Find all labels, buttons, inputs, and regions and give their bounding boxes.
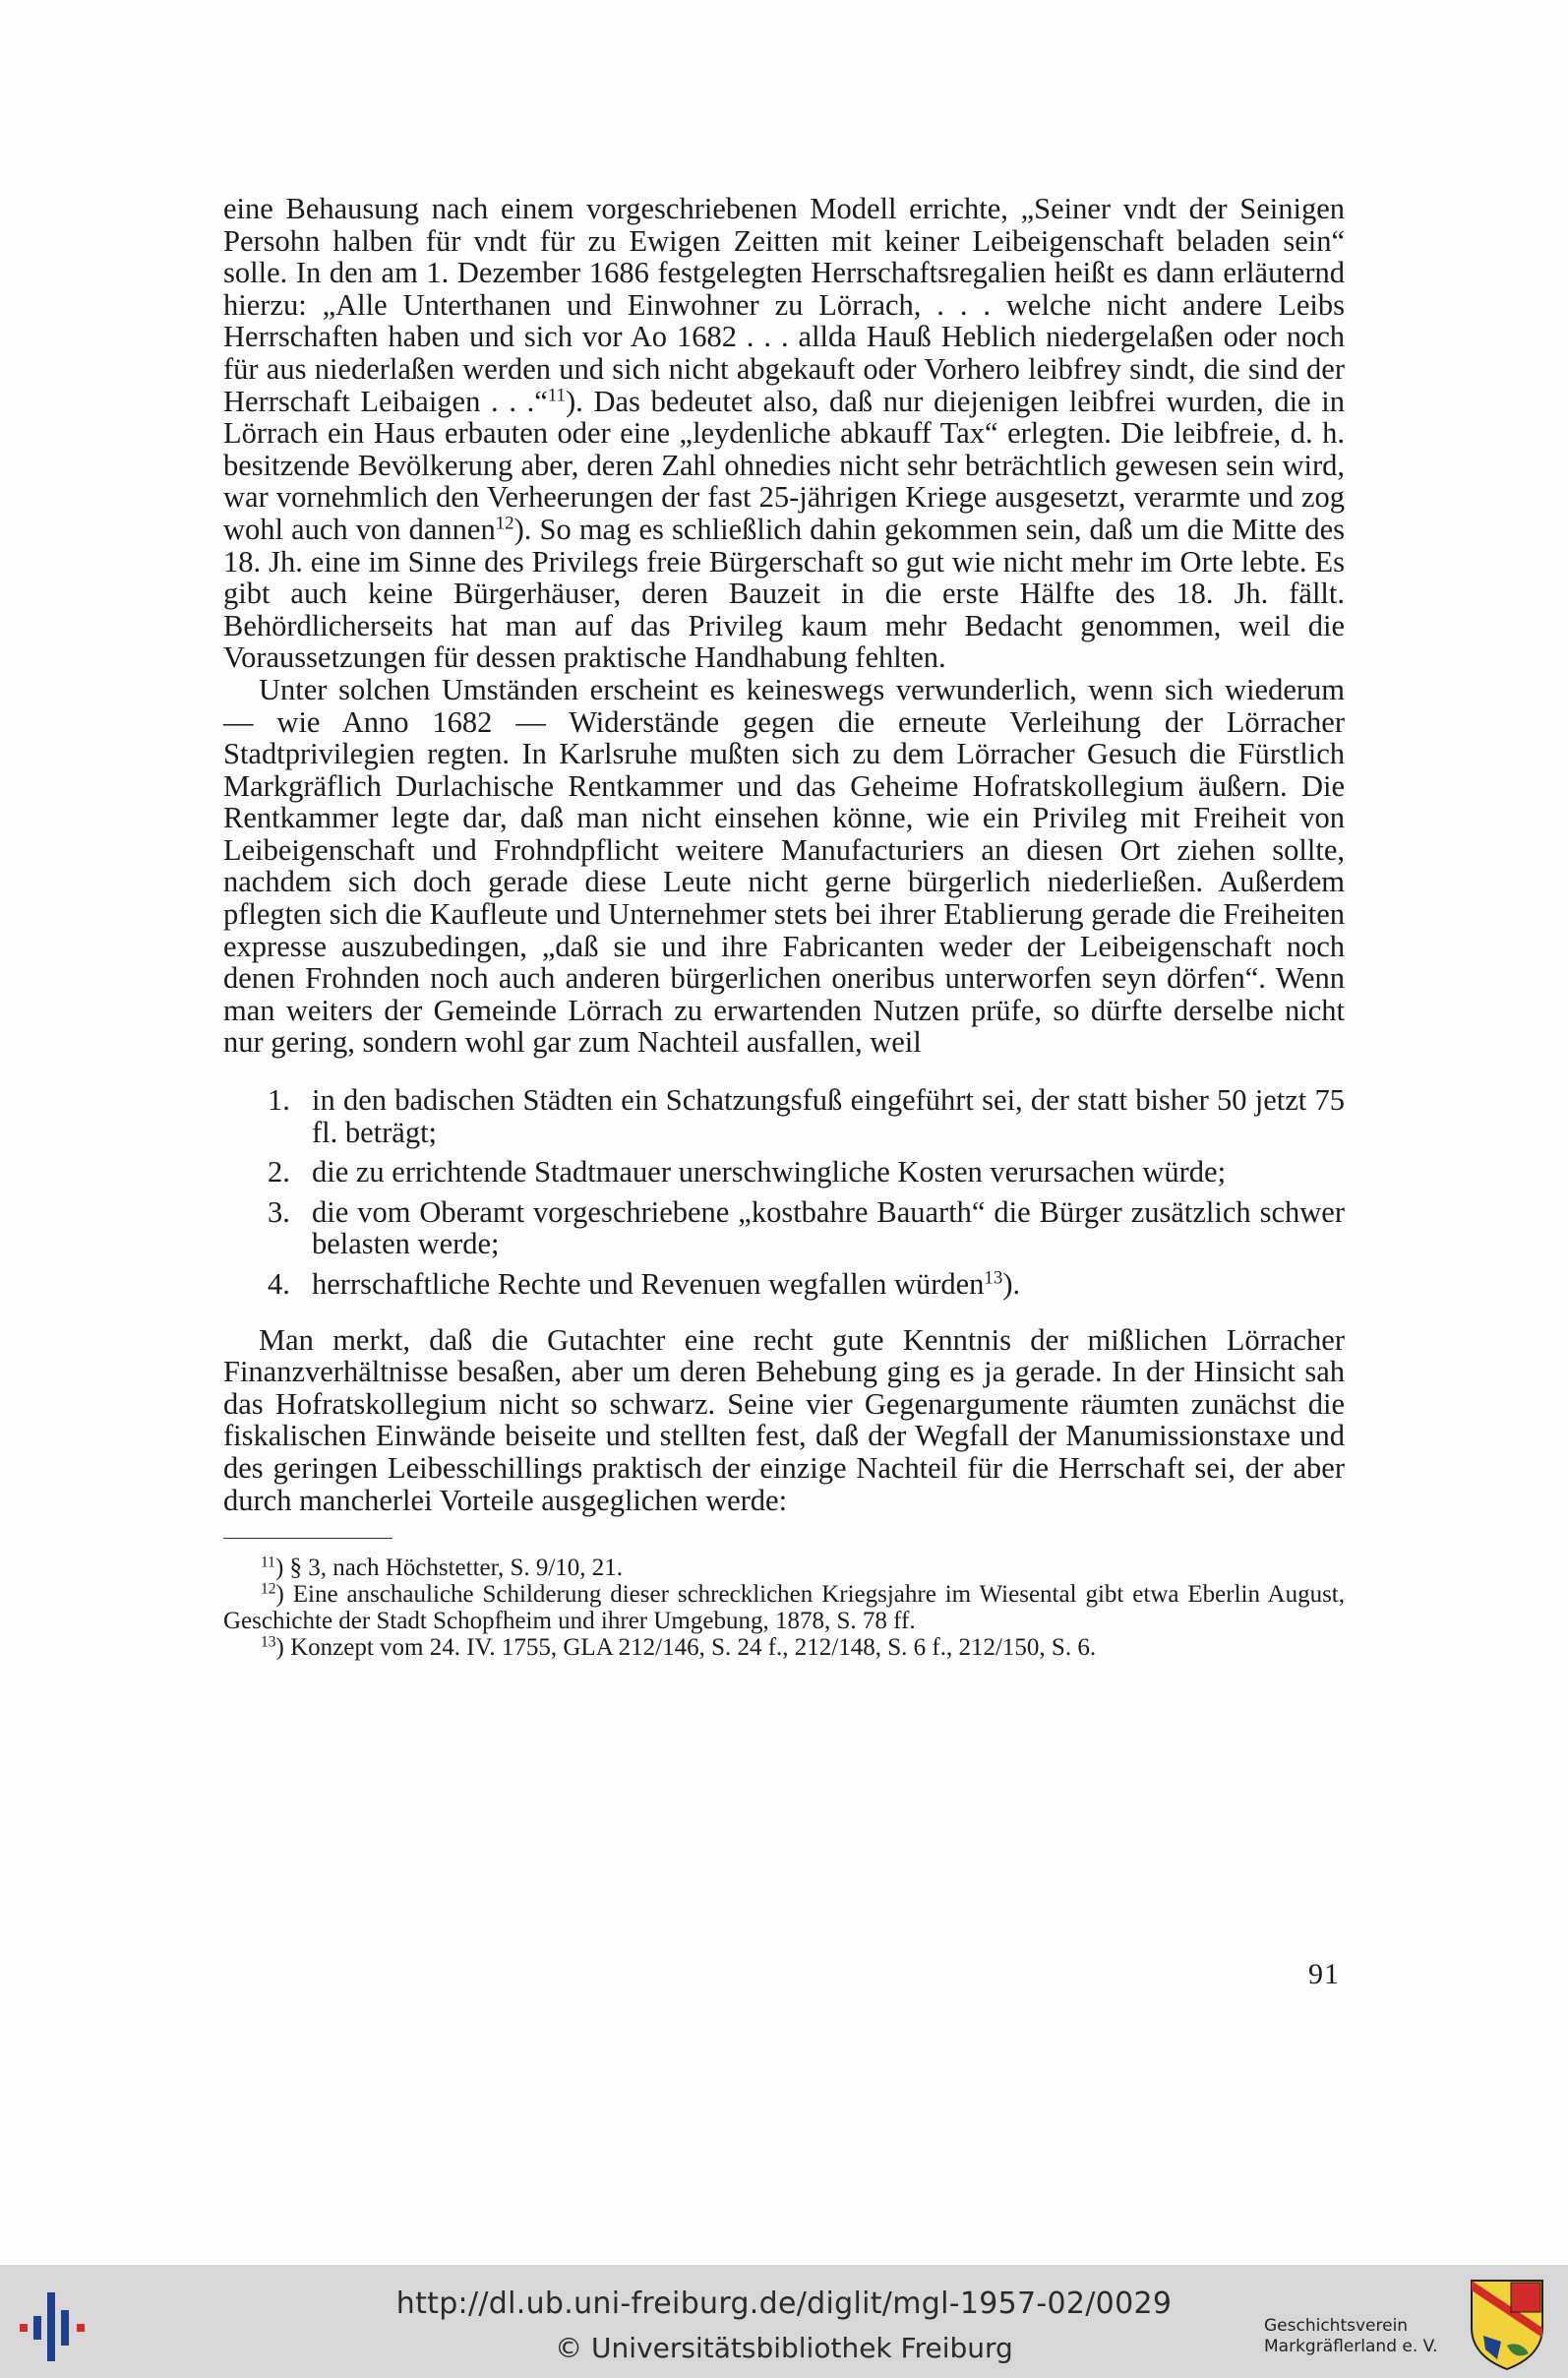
list-text-end: ).: [1002, 1267, 1021, 1301]
paragraph-1-start: eine Behausung nach einem vorgeschriebenen Modell errichte, „Seiner vndt der Seinigen Persohn halben für vndt für zu Ewigen Zeitten mit keiner Leibeigenschaft beladen sein“ solle. In den am 1. Dezember 1686 festgelegten Herrschaftsregalien heißt es dann erläuternd hierzu: „Alle Unterthanen und Einwohner zu Lörrach, . . . welche nicht andere Leibs Herrschaften haben und sich vor Ao 1682 . . . allda Hauß Heblich niedergelaßen oder noch für aus niederlaßen werden und sich nicht abgekauft oder Vorhero leibfrey sindt, die sind der Herrschaft Leibaigen . . .“: [223, 192, 1345, 418]
list-text: herrschaftliche Rechte und Revenuen wegfallen würden: [312, 1267, 985, 1301]
footnote-text: ) Konzept vom 24. IV. 1755, GLA 212/146, S. 24 f., 212/148, S. 6 f., 212/150, S. 6.: [275, 1634, 1097, 1662]
paragraph-2: Unter solchen Umständen erscheint es keineswegs verwunderlich, wenn sich wiederum — wie Anno 1682 — Widerstände gegen die erneute Verleihung der Lörracher Stadtprivilegien regten. In Karlsruhe mußten sich zu dem Lörracher Gesuch die Fürstlich Markgräflich Durlachische Rentkammer und das Geheime Hofratskollegium äußern. Die Rentkammer legte dar, daß man nicht einsehen könne, wie ein Privileg mit Freiheit von Leibeigenschaft und Frohndpflicht weitere Manufacturiers an diesen Ort ziehen sollte, nachdem sich doch gerade diese Leute nicht gerne bürgerlich niederließen. Außerdem pflegten sich die Kaufleute und Unternehmer stets bei ihrer Etablierung gerade die Freiheiten expresse auszubedingen, „daß sie und ihre Fabricanten weder der Leibeigenschaft noch denen Frohnden noch auch anderen bürgerlichen oneribus unterworfen seyn dörfen“. Wenn man weiters der Gemeinde Lörrach zu erwartenden Nutzen prüfe, so dürfte derselbe nicht nur gering, sondern wohl gar zum Nachteil ausfallen, weil: [223, 672, 1345, 1060]
page-number: 91: [1308, 1958, 1340, 1990]
footnote-ref-12: 12: [495, 513, 514, 534]
footnotes: [223, 1555, 1345, 1661]
footnote-text: ) § 3, nach Höchstetter, S. 9/10, 21.: [274, 1555, 624, 1582]
footnote-ref-13: 13: [984, 1267, 1003, 1289]
list-text: die zu errichtende Stadtmauer unerschwingliche Kosten verursachen würde;: [312, 1155, 1227, 1189]
footnote-mark: 13: [261, 1633, 276, 1651]
footnote-divider: [223, 1538, 392, 1539]
list-text: in den badischen Städten ein Schatzungsfuß eingeführt sei, der statt bisher 50 jetzt 75 fl. beträgt;: [312, 1083, 1345, 1149]
copyright-notice: © Universitätsbibliothek Freiburg: [555, 2332, 1013, 2364]
coat-of-arms-icon: [1468, 2277, 1546, 2371]
list-text: die vom Oberamt vorgeschriebene „kostbahre Bauarth“ die Bürger zusätzlich schwer belasten werde;: [312, 1194, 1345, 1261]
footnote-mark: 12: [261, 1580, 276, 1598]
footnote-mark: 11: [261, 1554, 275, 1571]
list-item: [223, 1084, 1345, 1148]
viewer-footer: [0, 2265, 1568, 2378]
list-number: 2.: [268, 1155, 290, 1189]
paragraph-1-middle: ). Das bedeutet also, daß nur diejenigen leibfrei wurden, die in Lörrach ein Haus erbauten oder eine „leydenliche abkauff Tax“ erlegten. Die leibfreie, d. h. besitzende Bevölkerung aber, deren Zahl ohnedies nicht sehr beträchtlich gewesen sein wird, war vornehmlich den Verheerungen der fast 25-jährigen Kriege ausgesetzt, verarmte und zog wohl auch von dannen: [223, 384, 1345, 546]
list-number: 1.: [268, 1083, 290, 1118]
list-number: 4.: [268, 1267, 290, 1301]
list-item: [223, 1268, 1345, 1301]
association-line-2: Markgräflerland e. V.: [1264, 2337, 1438, 2356]
association-name: [1264, 2316, 1438, 2357]
paragraph-1: [223, 193, 1345, 674]
list-item: [223, 1196, 1345, 1260]
paragraph-1-end: ). So mag es schließlich dahin gekommen sein, daß um die Mitte des 18. Jh. eine im Sinne des Privilegs freie Bürgerschaft so gut wie nicht mehr im Orte lebte. Es gibt auch keine Bürgerhäuser, deren Bauzeit in die erste Hälfte des 18. Jh. fällt. Behördlicherseits hat man auf das Privileg kaum mehr Bedacht genommen, weil die Voraussetzungen für dessen praktische Handhabung fehlten.: [223, 512, 1345, 675]
paragraph-3: Man merkt, daß die Gutachter eine recht gute Kenntnis der mißlichen Lörracher Finanzverhältnisse besaßen, aber um deren Behebung ging es ja gerade. In der Hinsicht sah das Hofratskollegium nicht so schwarz. Seine vier Gegenargumente räumten zunächst die fiskalischen Einwände beiseite und stellten fest, daß der Wegfall der Manumissionstaxe und des geringen Leibesschillings praktisch der einzige Nachteil für die Herrschaft sei, der aber durch mancherlei Vorteile ausgeglichen werde:: [223, 1322, 1345, 1517]
association-line-1: Geschichtsverein: [1264, 2316, 1409, 2336]
footnote-ref-11: 11: [547, 385, 567, 406]
document-url[interactable]: http://dl.ub.uni-freiburg.de/diglit/mgl-1957-02/0029: [395, 2287, 1173, 2321]
list-item: [223, 1156, 1345, 1189]
list-number: 3.: [268, 1194, 290, 1229]
numbered-list: [223, 1084, 1345, 1301]
footnote-text: ) Eine anschauliche Schilderung dieser schrecklichen Kriegsjahre im Wiesental gibt etwa Eberlin August, Geschichte der Stadt Schopfheim und ihrer Umgebung, 1878, S. 78 ff.: [223, 1581, 1345, 1635]
footnote-12: [223, 1581, 1345, 1634]
text-column: [223, 193, 1345, 1661]
footnote-13: [223, 1634, 1345, 1661]
footnote-11: [223, 1555, 1345, 1581]
